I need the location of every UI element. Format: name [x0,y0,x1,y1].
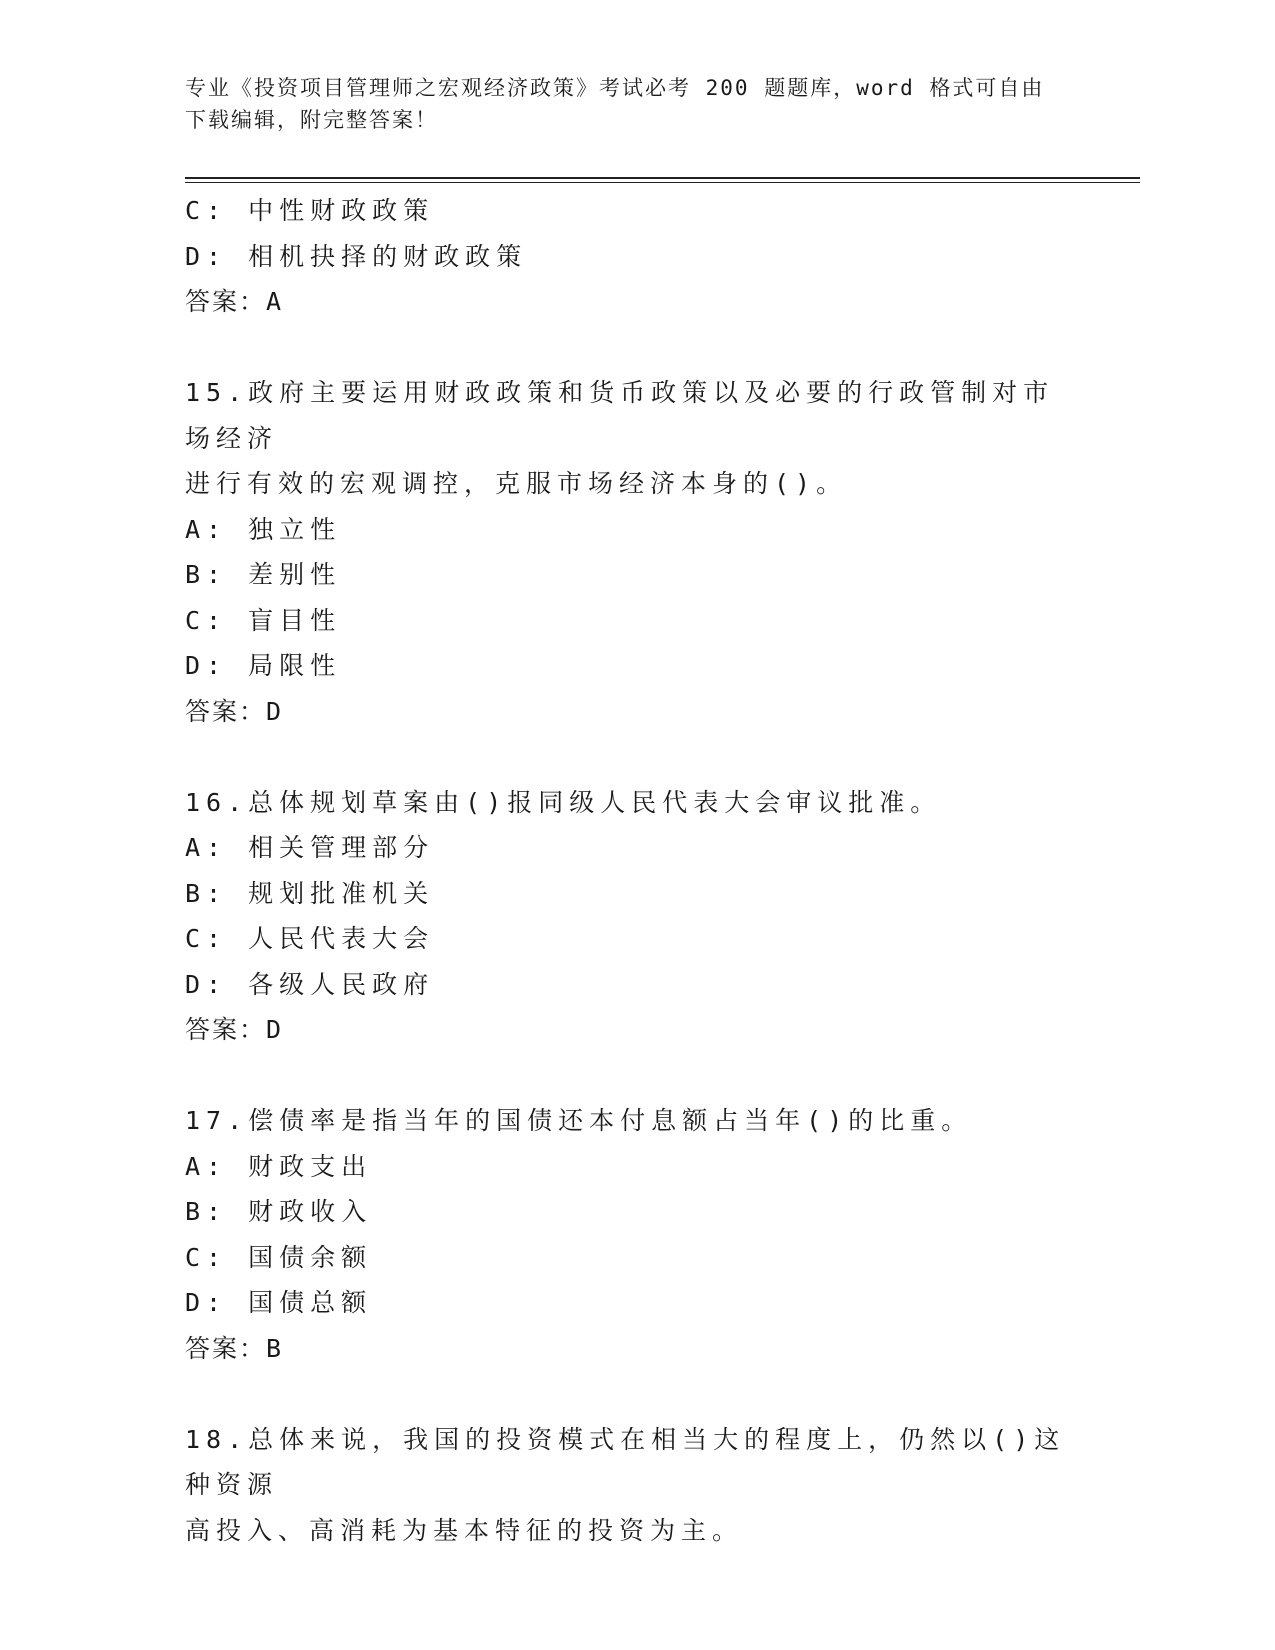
option-c: C: 人民代表大会 [185,924,435,953]
answer-line [185,689,1085,735]
question-text-line: 17.偿债率是指当年的国债还本付息额占当年()的比重。 [185,1106,973,1135]
header-line-1: 专业《投资项目管理师之宏观经济政策》考试必考 200 题题库，word 格式可自由 [185,76,1045,100]
question-text-line: 高投入、高消耗为基本特征的投资为主。 [185,1515,744,1545]
document-header [185,72,1085,136]
option-d: D: 相机抉择的财政政策 [185,241,528,271]
header-divider-bottom [185,182,1140,183]
option-c: C: 中性财政政策 [185,196,435,225]
option-b: B: 规划批准机关 [185,878,435,908]
question-16 [185,780,1085,1053]
option-d: D: 国债总额 [185,1288,373,1317]
option-a: A: 相关管理部分 [185,833,435,862]
question-text-line: 18.总体来说，我国的投资模式在相当大的程度上，仍然以()这种资源 [185,1424,1066,1499]
answer-line [185,1007,1085,1053]
answer-value: D [266,1015,283,1044]
option-c: C: 国债余额 [185,1242,373,1272]
question-list [185,188,1085,1553]
option-d: D: 局限性 [185,651,342,680]
answer-label: 答案： [185,287,267,316]
answer-label: 答案： [185,1015,267,1044]
question-14-partial [185,188,1085,325]
question-18 [185,1417,1085,1554]
option-b: B: 差别性 [185,560,342,589]
option-b: B: 财政收入 [185,1197,373,1226]
answer-value: A [266,287,283,316]
answer-value: D [266,696,283,726]
answer-label: 答案： [185,696,267,726]
option-a: A: 独立性 [185,514,342,544]
answer-line [185,1326,1085,1372]
header-line-2: 下载编辑，附完整答案！ [185,108,438,132]
option-d: D: 各级人民政府 [185,969,435,999]
question-15 [185,370,1085,734]
answer-label: 答案： [185,1333,267,1363]
question-text-line: 15.政府主要运用财政政策和货币政策以及必要的行政管制对市场经济 [185,378,1055,453]
answer-value: B [266,1333,283,1363]
question-text-line: 进行有效的宏观调控，克服市场经济本身的()。 [185,469,848,498]
header-divider-top [185,177,1140,179]
question-17 [185,1098,1085,1371]
question-text-line: 16.总体规划草案由()报同级人民代表大会审议批准。 [185,787,942,817]
answer-line [185,279,1085,325]
option-a: A: 财政支出 [185,1151,373,1181]
option-c: C: 盲目性 [185,605,342,635]
